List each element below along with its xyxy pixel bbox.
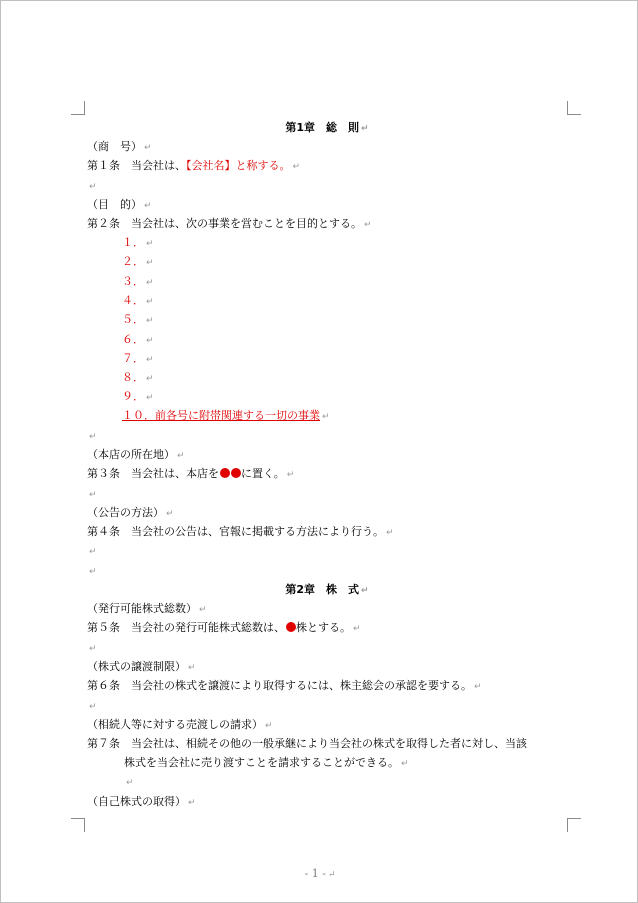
- article-5-heading[interactable]: （発行可能株式総数） ↵: [87, 602, 207, 615]
- crop-mark-top-left: [71, 101, 85, 115]
- article-6-heading[interactable]: （株式の譲渡制限） ↵: [87, 660, 196, 673]
- article-6-text[interactable]: 第６条 当会社の株式を譲渡により取得するには、株主総会の承認を要する。 ↵: [87, 679, 482, 692]
- article-3-heading[interactable]: （本店の所在地） ↵: [87, 448, 185, 461]
- page-number-footer: - 1 - ↵: [304, 867, 336, 880]
- empty-paragraph[interactable]: ↵: [89, 702, 97, 712]
- crop-mark-top-right: [567, 101, 581, 115]
- empty-paragraph[interactable]: ↵: [89, 567, 97, 577]
- article-8-heading[interactable]: （自己株式の取得） ↵: [87, 795, 196, 808]
- article-5-text[interactable]: 第５条 当会社の発行可能株式総数は、 株とする。 ↵: [87, 621, 361, 634]
- empty-paragraph[interactable]: ↵: [126, 778, 134, 788]
- article-7-text-line-1[interactable]: 第７条 当会社は、相続その他の一般承継により当会社の株式を取得した者に対し、当該: [87, 737, 527, 750]
- article-7-heading[interactable]: （相続人等に対する売渡しの請求） ↵: [87, 718, 273, 731]
- article-4-text[interactable]: 第４条 当会社の公告は、官報に掲載する方法により行う。 ↵: [87, 525, 394, 538]
- chapter-1-title[interactable]: 第1章 総 則 ↵: [285, 121, 369, 134]
- empty-paragraph[interactable]: ↵: [89, 182, 97, 192]
- purpose-item[interactable]: ３． ↵: [122, 275, 154, 288]
- article-2-text[interactable]: 第２条 当会社は、次の事業を営むことを目的とする。 ↵: [87, 217, 372, 230]
- article-1-text[interactable]: 第１条 当会社は、【会社名】と称する。 ↵: [87, 159, 301, 172]
- purpose-item[interactable]: ６． ↵: [122, 333, 154, 346]
- article-4-heading[interactable]: （公告の方法） ↵: [87, 506, 174, 519]
- crop-mark-bottom-left: [71, 818, 85, 832]
- company-name-placeholder: 【会社名】と称する。: [186, 159, 291, 172]
- placeholder-dot: [220, 468, 230, 478]
- purpose-item[interactable]: ７． ↵: [122, 352, 154, 365]
- chapter-2-title[interactable]: 第2章 株 式 ↵: [285, 583, 369, 596]
- purpose-item[interactable]: １． ↵: [122, 236, 154, 249]
- purpose-item-10[interactable]: １０．前各号に附帯関連する一切の事業 ↵: [122, 409, 330, 422]
- empty-paragraph[interactable]: ↵: [89, 490, 97, 500]
- article-2-heading[interactable]: （目 的） ↵: [87, 198, 152, 211]
- article-7-text-line-2[interactable]: 株式を当会社に売り渡すことを請求することができる。 ↵: [124, 756, 409, 769]
- crop-mark-bottom-right: [567, 818, 581, 832]
- placeholder-dot: [286, 622, 296, 632]
- empty-paragraph[interactable]: ↵: [89, 432, 97, 442]
- purpose-item[interactable]: ９． ↵: [122, 390, 154, 403]
- article-3-text[interactable]: 第３条 当会社は、本店を に置く。 ↵: [87, 467, 295, 480]
- empty-paragraph[interactable]: ↵: [89, 644, 97, 654]
- purpose-item[interactable]: ２． ↵: [122, 255, 154, 268]
- purpose-item[interactable]: ５． ↵: [122, 313, 154, 326]
- empty-paragraph[interactable]: ↵: [89, 547, 97, 557]
- purpose-item[interactable]: ４． ↵: [122, 294, 154, 307]
- purpose-item[interactable]: ８． ↵: [122, 371, 154, 384]
- article-1-heading[interactable]: （商 号） ↵: [87, 140, 152, 153]
- placeholder-dot: [231, 468, 241, 478]
